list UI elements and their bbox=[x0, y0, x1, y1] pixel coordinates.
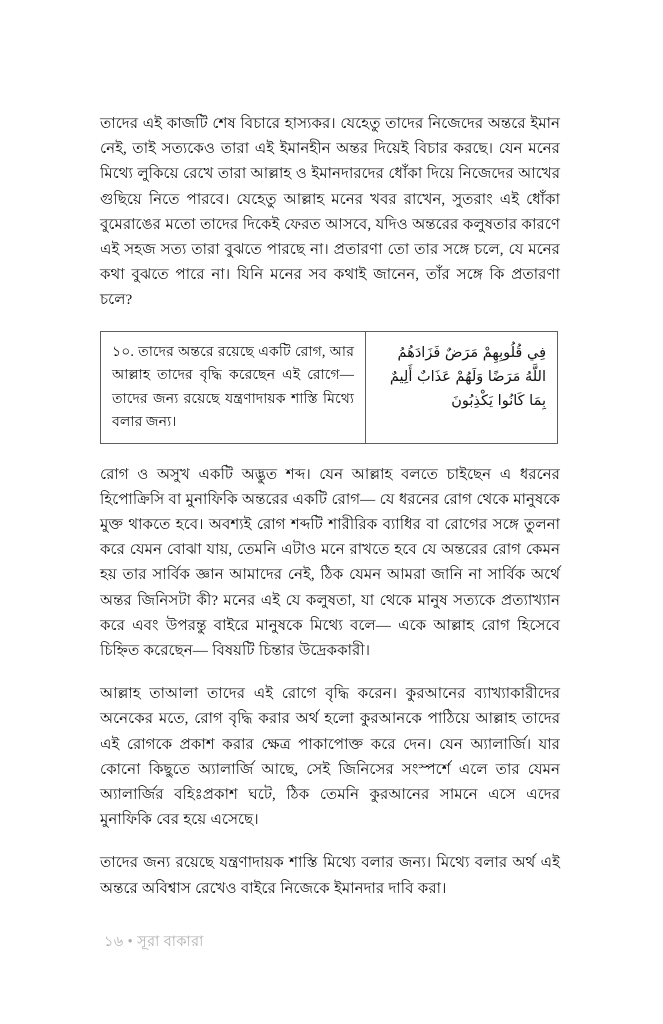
footer-chapter-name: সূরা বাকারা bbox=[137, 934, 204, 950]
page-footer bbox=[104, 932, 204, 952]
verse-translation-bengali: ১০. তাদের অন্তরে রয়েছে একটি রোগ, আর আল্লাহ তাদের বৃদ্ধি করেছেন এই রোগে— তাদের জন্য রয়েছে যন্ত্রণাদায়ক শাস্তি মিথ্যে বলার জন্য। bbox=[101, 332, 366, 443]
page-content bbox=[100, 112, 560, 902]
footer-page-number: ১৬ bbox=[104, 934, 124, 950]
body-paragraph-4: তাদের জন্য রয়েছে যন্ত্রণাদায়ক শাস্তি মিথ্যে বলার জন্য। মিথ্যে বলার অর্থ এই অন্তরে অবিশ্বাস রেখেও বাইরে নিজেকে ইমানদার দাবি করা। bbox=[100, 855, 560, 897]
body-paragraph-3: আল্লাহ তাআলা তাদের এই রোগে বৃদ্ধি করেন। কুরআনের ব্যাখ্যাকারীদের অনেকের মতে, রোগ বৃদ্ধি করার অর্থ হলো কুরআনকে পাঠিয়ে আল্লাহ তাদের এই রোগকে প্রকাশ করার ক্ষেত্র পাকাপোক্ত করে দেন। যেন অ্যালার্জি। যার কোনো কিছুতে অ্যালার্জি আছে, সেই জিনিসের সংস্পর্শে এলে তার যেমন অ্যালার্জির বহিঃপ্রকাশ ঘটে, ঠিক তেমনি কুরআনের সামনে এসে এদের মুনাফিকি বের হয়ে এসেছে। bbox=[100, 686, 560, 829]
verse-quote-box bbox=[100, 331, 558, 444]
verse-arabic-text: فِي قُلُوبِهِمْ مَرَضٌ فَزَادَهُمُ اللَّهُ مَرَضًا وَلَهُمْ عَذَابٌ أَلِيمٌ بِمَا كَانُوا يَكْذِبُونَ bbox=[389, 344, 546, 409]
body-paragraph-1: তাদের এই কাজটি শেষ বিচারে হাস্যকর। যেহেতু তাদের নিজেদের অন্তরে ইমান নেই, তাই সত্যকেও তারা এই ইমানহীন অন্তর দিয়েই বিচার করছে। যেন মনের মিথ্যে লুকিয়ে রেখে তারা আল্লাহ ও ইমানদারদের ধোঁকা দিয়ে নিজেদের আখের গুছিয়ে নিতে পারবে। যেহেতু আল্লাহ মনের খবর রাখেন, সুতরাং এই ধোঁকা বুমেরাঙের মতো তাদের দিকেই ফেরত আসবে, যদিও অন্তরের কলুষতার কারণে এই সহজ সত্য তারা বুঝতে পারছে না। প্রতারণা তো তার সঙ্গে চলে, যে মনের কথা বুঝতে পারে না। যিনি মনের সব কথাই জানেন, তাঁর সঙ্গে কি প্রতারণা চলে? bbox=[100, 116, 560, 309]
footer-separator-dot: • bbox=[127, 934, 134, 950]
body-paragraph-2: রোগ ও অসুখ একটি অদ্ভুত শব্দ। যেন আল্লাহ বলতে চাইছেন এ ধরনের হিপোক্রিসি বা মুনাফিকি অন্তরের একটি রোগ— যে ধরনের রোগ থেকে মানুষকে মুক্ত থাকতে হবে। অবশ্যই রোগ শব্দটি শারীরিক ব্যাধির বা রোগের সঙ্গে তুলনা করে যেমন বোঝা যায়, তেমনি এটাও মনে রাখতে হবে যে অন্তরের রোগ কেমন হয় তার সার্বিক জ্ঞান আমাদের নেই, ঠিক যেমন আমরা জানি না সার্বিক অর্থে অন্তর জিনিসটা কী? মনের এই যে কলুষতা, যা থেকে মানুষ সত্যকে প্রত্যাখ্যান করে এবং উপরন্তু বাইরে মানুষকে মিথ্যে বলে— একে আল্লাহ রোগ হিসেবে চিহ্নিত করেছেন— বিষয়টি চিন্তার উদ্রেককারী। bbox=[100, 466, 560, 660]
